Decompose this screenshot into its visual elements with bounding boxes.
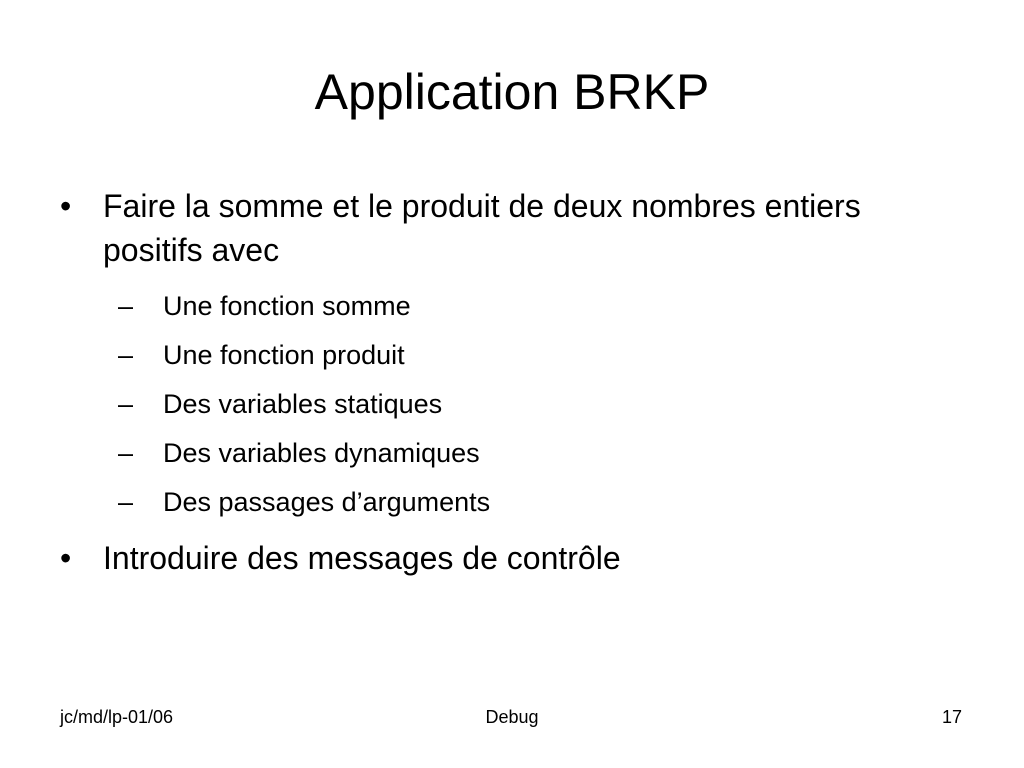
sub-bullet-item-1: [118, 289, 918, 323]
bullet-text: Faire la somme et le produit de deux nombres entiers positifs avec: [103, 188, 861, 268]
slide-number: 17: [941, 707, 962, 727]
sub-bullet-item-2: [118, 338, 918, 372]
bullet-item-2: [60, 536, 960, 580]
sub-bullet-item-4: [118, 436, 918, 470]
bullet-marker: •: [60, 540, 72, 576]
bullet-marker: •: [60, 188, 72, 224]
bullet-text: Introduire des messages de contrôle: [103, 540, 621, 576]
sub-bullet-text: Une fonction somme: [163, 291, 411, 321]
sub-bullet-marker: –: [118, 438, 134, 468]
sub-bullet-marker: –: [118, 389, 134, 419]
sub-bullet-marker: –: [118, 340, 134, 370]
sub-bullet-marker: –: [118, 291, 134, 321]
sub-bullet-text: Une fonction produit: [163, 340, 405, 370]
sub-bullet-item-3: [118, 387, 918, 421]
sub-bullet-text: Des variables statiques: [163, 389, 443, 419]
footer-left: jc/md/lp-01/06: [60, 707, 174, 727]
sub-bullet-item-5: [118, 485, 918, 519]
sub-bullet-marker: –: [118, 487, 134, 517]
footer-center: Debug: [485, 707, 539, 727]
slide-title: Application BRKP: [314, 64, 710, 120]
bullet-item-1: [60, 184, 960, 272]
sub-bullet-text: Des passages d’arguments: [163, 487, 491, 517]
sub-bullet-text: Des variables dynamiques: [163, 438, 480, 468]
